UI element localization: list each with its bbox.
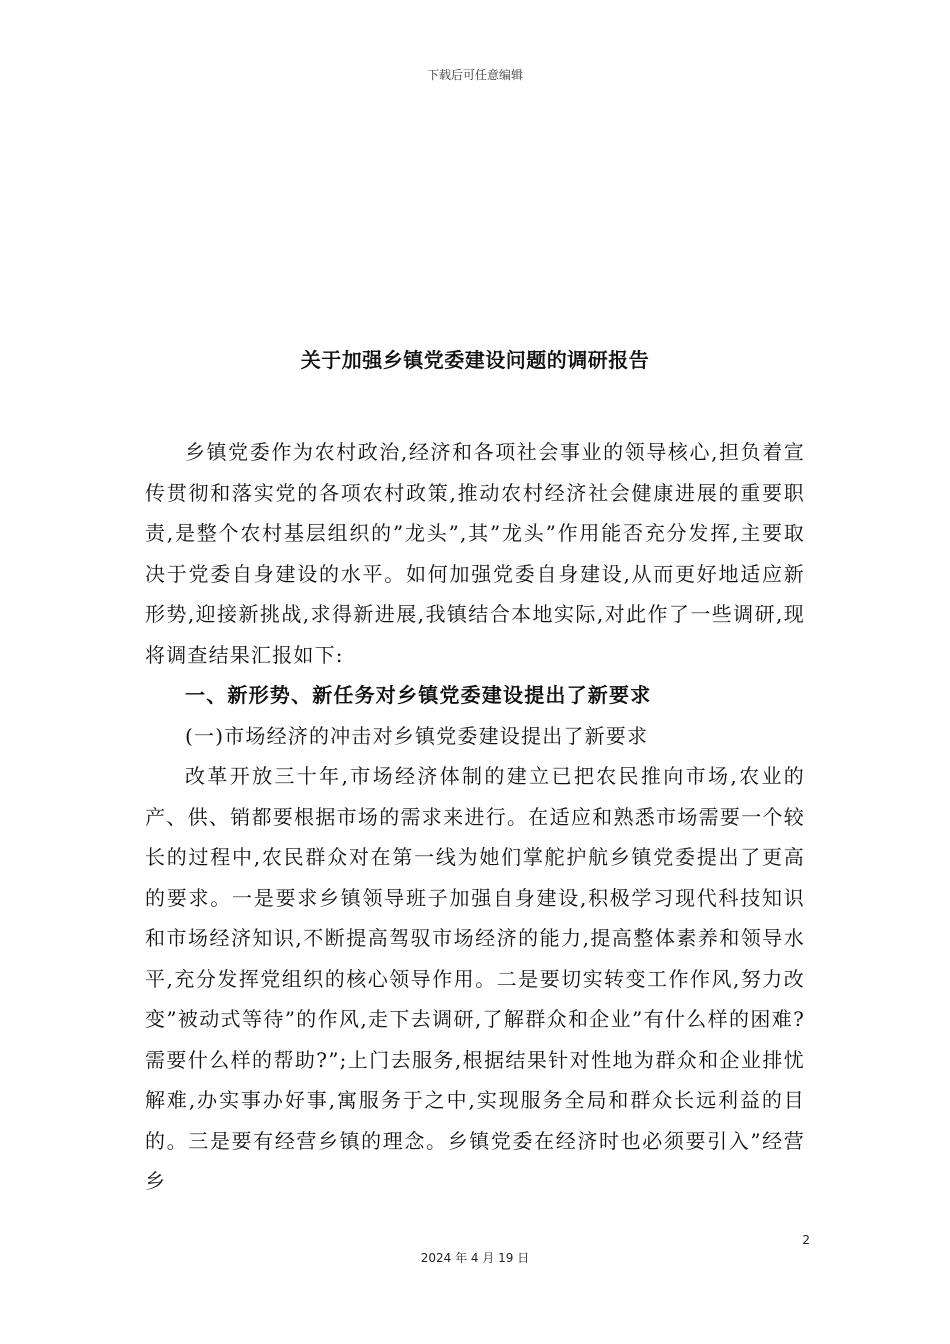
subsection-heading-1: (一)市场经济的冲击对乡镇党委建设提出了新要求: [185, 723, 649, 748]
footer-date: 2024 年 4 月 19 日: [420, 1251, 530, 1265]
intro-paragraph: 乡镇党委作为农村政治,经济和各项社会事业的领导核心,担负着宣传贯彻和落实党的各项农村政策,推动农村经济社会健康进展的重要职责,是整个农村基层组织的”龙头”,其”龙头”作用能否充分发挥,主要取决于党委自身建设的水平。如何加强党委自身建设,从而更好地适应新形势,迎接新挑战,求得新进展,我镇结合本地实际,对此作了一些调研,现将调查结果汇报如下:: [145, 440, 805, 667]
page-header-note: 下载后可任意编辑: [426, 68, 523, 82]
section-heading-1: 一、新形势、新任务对乡镇党委建设提出了新要求: [185, 683, 652, 707]
document-body: [145, 432, 805, 1202]
body-paragraph: 改革开放三十年,市场经济体制的建立已把农民推向市场,农业的产、供、销都要根据市场的需求来进行。在适应和熟悉市场需要一个较长的过程中,农民群众对在第一线为她们掌舵护航乡镇党委提出了更高的要求。一是要求乡镇领导班子加强自身建设,积极学习现代科技知识和市场经济知识,不断提高驾驭市场经济的能力,提高整体素养和领导水平,充分发挥党组织的核心领导作用。二是要切实转变工作作风,努力改变”被动式等待”的作风,走下去调研,了解群众和企业”有什么样的困难?需要什么样的帮助?”;上门去服务,根据结果针对性地为群众和企业排忧解难,办实事办好事,寓服务于之中,实现服务全局和群众长远利益的目的。三是要有经营乡镇的理念。乡镇党委在经济时也必须要引入”经营乡: [145, 764, 805, 1193]
page-number: 2: [802, 1233, 810, 1247]
document-title: 关于加强乡镇党委建设问题的调研报告: [300, 348, 650, 372]
